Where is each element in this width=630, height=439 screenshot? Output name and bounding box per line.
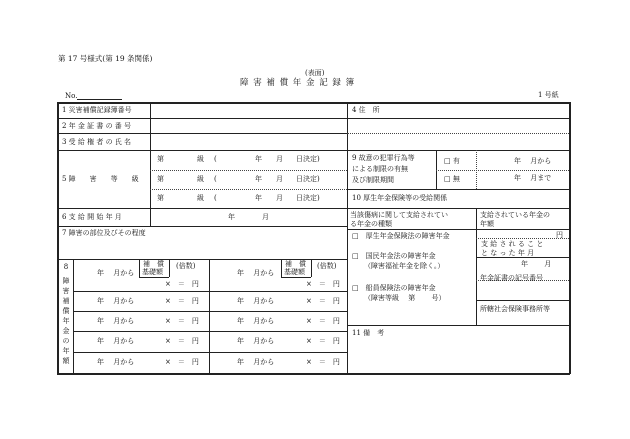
cert-rule: [476, 300, 569, 301]
from-ym: 年 月から: [97, 269, 135, 277]
grade-rule-2: [150, 189, 347, 190]
became-ym: 年 月: [521, 260, 552, 268]
sec8-char: 補: [62, 297, 70, 305]
basic-box-left-b: [139, 277, 169, 278]
number-label: No.: [65, 92, 122, 100]
became-rule: [476, 257, 569, 258]
calc-formula: × ＝ 円: [165, 317, 199, 325]
national-pension-note: （障害福祉年金を除く。）: [364, 262, 445, 270]
calc-formula: × ＝ 円: [306, 297, 340, 305]
page-title: 障 害 補 償 年 金 記 録 簿: [240, 78, 356, 88]
from-ym: 年 月から: [97, 297, 135, 305]
from-ym: 年 月から: [237, 337, 275, 345]
grade-prefix: 第: [157, 155, 164, 163]
decision-date-unit: 日決定): [296, 175, 320, 183]
sec8-char: 8: [63, 263, 69, 271]
row-11-label: 11 備 考: [352, 329, 385, 337]
grade-suffix: 級: [197, 155, 204, 163]
decision-date-unit: 日決定): [296, 155, 320, 163]
basic-box-right-r: [311, 259, 312, 277]
sheet-number: 1 号紙: [538, 91, 559, 99]
pension-divider: [476, 208, 477, 325]
calc-formula: × ＝ 円: [306, 317, 340, 325]
pension-kind-header: 当該傷病に関して支給されてい: [350, 211, 448, 219]
sec8-char: 償: [62, 307, 70, 315]
calc-formula: × ＝ 円: [306, 280, 340, 288]
sec8-char: 害: [62, 287, 70, 295]
grade-prefix: 第: [157, 194, 164, 202]
basic-label-2: 基礎額: [284, 268, 305, 276]
basic-box-left-l: [139, 259, 140, 277]
calc-formula: × ＝ 円: [165, 337, 199, 345]
row-6-label: 6 支 給 開 始 年 月: [62, 213, 122, 221]
sec8-char: 年: [62, 347, 70, 355]
grade-prefix: 第: [157, 175, 164, 183]
calc-formula: × ＝ 円: [165, 297, 199, 305]
restriction-yes-checkbox[interactable]: □ 有: [444, 157, 460, 165]
seamen-pension-note: （障害等級 第 号）: [364, 294, 446, 302]
recipient-name-field[interactable]: [151, 134, 346, 150]
frame-bottom: [57, 373, 570, 375]
sec8-char: 障: [62, 277, 70, 285]
pension-kind-header: る年金の種類: [350, 220, 392, 228]
rule-pension-end: [347, 325, 569, 326]
multiplier-label: (倍数): [176, 262, 196, 270]
paren-open: (: [214, 175, 217, 183]
sec8-char: 金: [62, 327, 70, 335]
r9-mid: [436, 170, 569, 171]
number-field[interactable]: [77, 92, 122, 100]
certificate-number-field[interactable]: [151, 119, 346, 133]
month-unit: 月: [276, 175, 283, 183]
calc-formula: × ＝ 円: [165, 280, 199, 288]
sec8-rule-2: [73, 311, 347, 312]
year-unit: 年: [255, 175, 262, 183]
row-3-label: 3 受 給 権 者 の 氏 名: [62, 138, 132, 146]
basic-label-2: 基礎額: [142, 268, 163, 276]
paren-open: (: [214, 194, 217, 202]
multiplier-label: (倍数): [317, 262, 337, 270]
center-divider: [347, 102, 348, 373]
sec8-rule-4: [73, 352, 347, 353]
sec8-rule-1: [73, 291, 347, 292]
basic-label-1: 補 償: [285, 260, 306, 268]
decision-date-unit: 日決定): [296, 194, 320, 202]
side-label: (表面): [305, 69, 325, 77]
frame-right: [569, 102, 571, 374]
cert-number-label: 年金証書の記号番号: [480, 274, 543, 282]
row-9-label: による制限の有無: [352, 165, 408, 173]
row-7-label: 7 障害の部位及びその程度: [62, 229, 146, 237]
month-unit: 月: [276, 155, 283, 163]
address-field[interactable]: [390, 103, 568, 149]
row-4-label: 4 住 所: [352, 106, 380, 114]
sec8-char: の: [62, 337, 70, 345]
social-insurance-office-label: 所轄社会保険事務所等: [480, 305, 550, 313]
rule-r9: [347, 189, 569, 190]
sec8-rule-3: [73, 331, 347, 332]
pension-head-rule: [347, 229, 569, 230]
from-ym: 年 月から: [237, 317, 275, 325]
restriction-no-checkbox[interactable]: □ 無: [444, 175, 460, 183]
sec8-label-divider: [73, 259, 74, 373]
rule-r5: [57, 208, 347, 209]
basic-box-right-b: [281, 277, 311, 278]
from-ym: 年 月から: [97, 317, 135, 325]
start-year-unit: 年: [228, 213, 235, 221]
row-1-label: 1 災害補償記録簿番号: [62, 106, 132, 114]
row-9-label: 9 故意の犯罪行為等: [352, 154, 415, 162]
calc-formula: × ＝ 円: [165, 358, 199, 366]
restriction-to: 年 月まで: [514, 174, 552, 182]
rule-r3: [57, 150, 347, 151]
from-ym: 年 月から: [237, 297, 275, 305]
became-label: 支 給 さ れ る こ と: [481, 240, 544, 248]
month-unit: 月: [276, 194, 283, 202]
from-ym: 年 月から: [237, 269, 275, 277]
start-month-unit: 月: [262, 213, 269, 221]
yen-unit: 円: [556, 231, 563, 239]
from-ym: 年 月から: [237, 358, 275, 366]
row-9-label: 及び制限期間: [352, 176, 394, 184]
basic-box-left-r: [169, 259, 170, 277]
row-5-label: 5 障 害 等 級: [62, 175, 139, 183]
pension-amount-header: 支給されている年金の: [480, 211, 550, 219]
calc-formula: × ＝ 円: [306, 358, 340, 366]
frame-left: [57, 102, 59, 374]
row-10-label: 10 厚生年金保険等の受給関係: [352, 194, 448, 202]
row-2-label: 2 年 金 証 書 の 番 号: [62, 122, 132, 130]
sec8-mid-divider: [209, 259, 210, 373]
from-ym: 年 月から: [97, 358, 135, 366]
seamen-pension-checkbox[interactable]: □ 船員保険法の障害年金: [352, 284, 436, 292]
basic-label-1: 補 償: [143, 260, 164, 268]
national-pension-checkbox[interactable]: □ 国民年金法の障害年金: [352, 252, 436, 260]
paren-open: (: [214, 155, 217, 163]
year-unit: 年: [255, 155, 262, 163]
welfare-pension-checkbox[interactable]: □ 厚生年金保険法の障害年金: [352, 232, 450, 240]
calc-formula: × ＝ 円: [306, 337, 340, 345]
sec8-char: 額: [62, 357, 70, 365]
grade-suffix: 級: [197, 175, 204, 183]
pension-amount-header: 年額: [480, 220, 494, 228]
sec8-char: 年: [62, 317, 70, 325]
form-reference: 第 17 号様式(第 19 条関係): [58, 54, 153, 63]
rule-r4c: [347, 150, 569, 151]
basic-box-right-l: [281, 259, 282, 277]
rule-r10: [347, 208, 569, 209]
grade-suffix: 級: [197, 194, 204, 202]
rule-r6: [57, 226, 347, 227]
year-unit: 年: [255, 194, 262, 202]
record-number-field[interactable]: [151, 103, 346, 118]
from-ym: 年 月から: [97, 337, 135, 345]
restriction-from: 年 月から: [514, 157, 552, 165]
grade-rule-1: [150, 170, 347, 171]
became-label: と な っ た 年 月: [481, 249, 535, 257]
remarks-field[interactable]: [348, 340, 568, 372]
